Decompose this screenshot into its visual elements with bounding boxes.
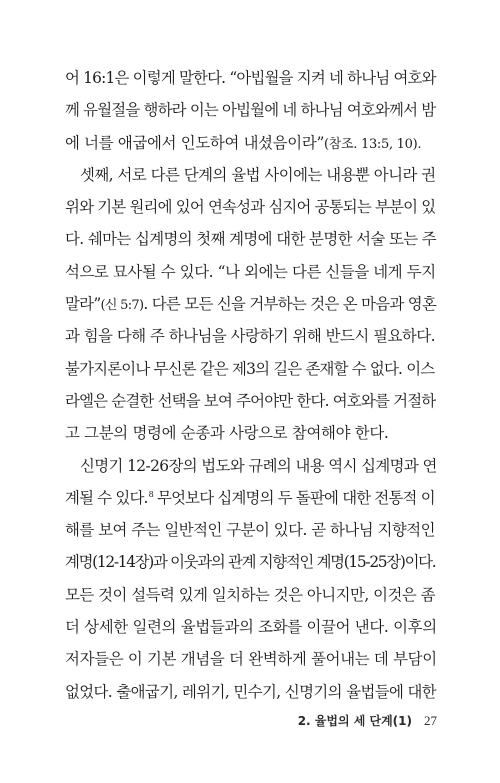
page-footer — [65, 712, 437, 729]
text-line: 어 16:1은 이렇게 말한다. “아빕월을 지켜 네 하나님 여호와 — [65, 69, 436, 87]
footnote-marker[interactable]: 8 — [148, 489, 153, 499]
text-line — [65, 482, 437, 514]
page-number: 27 — [424, 713, 437, 728]
body-text — [65, 62, 437, 708]
running-head: 2. 율법의 세 단계(1) — [297, 714, 412, 728]
text-span: 무엇보다 십계명의 두 돌판에 대한 전통적 이 — [152, 488, 435, 507]
text-line: 계명(12-14장)과 이웃과의 관계 지향적인 계명(15-25장)이다. — [65, 553, 436, 572]
text-line: 석으로 묘사될 수 있다. “나 외에는 다른 신들을 네게 두지 — [65, 262, 436, 281]
text-span: 말라” — [65, 295, 101, 314]
text-line: 께 유월절을 행하라 이는 아빕월에 네 하나님 여호와께서 밤 — [65, 101, 436, 120]
text-span: 계될 수 있다. — [65, 488, 148, 507]
text-line: 셋째, 서로 다른 단계의 율법 사이에는 내용뿐 아니라 권 — [80, 165, 436, 184]
text-line: 더 상세한 일련의 율법들과의 조화를 이끌어 낸다. 이후의 — [65, 618, 437, 637]
text-span: 에 너를 애굽에서 인도하여 내셨음이라” — [65, 133, 325, 152]
text-line: 다. 쉐마는 십계명의 첫째 계명에 대한 분명한 서술 또는 주 — [65, 230, 437, 249]
scripture-reference: (참조. 13:5, 10). — [324, 136, 422, 152]
text-line: 라엘은 순결한 선택을 보여 주어야만 한다. 여호와를 거절하 — [65, 391, 436, 410]
text-line: 해를 보여 주는 일반적인 구분이 있다. 곧 하나님 지향적인 — [65, 521, 435, 540]
scripture-reference: (신 5:7) — [100, 298, 144, 314]
text-line: 고 그분의 명령에 순종과 사랑으로 참여해야 한다. — [65, 424, 389, 443]
text-line: 불가지론이나 무신론 같은 제3의 길은 존재할 수 없다. 이스 — [65, 359, 435, 378]
text-line: 과 힘을 다해 주 하나님을 사랑하기 위해 반드시 필요하다. — [65, 327, 435, 346]
text-line: 신명기 12-26장의 법도와 규례의 내용 역시 십계명과 연 — [80, 456, 437, 475]
text-line — [65, 288, 437, 320]
text-line — [65, 127, 437, 159]
text-line: 위와 기본 원리에 있어 연속성과 심지어 공통되는 부분이 있 — [65, 198, 436, 217]
text-line: 저자들은 이 기본 개념을 더 완벽하게 풀어내는 데 부담이 — [65, 650, 437, 669]
text-line: 없었다. 출애굽기, 레위기, 민수기, 신명기의 율법들에 대한 — [65, 682, 437, 701]
text-line: 모든 것이 설득력 있게 일치하는 것은 아니지만, 이것은 좀 — [65, 585, 435, 604]
text-span: . 다른 모든 신을 거부하는 것은 온 마음과 영혼 — [143, 295, 437, 314]
